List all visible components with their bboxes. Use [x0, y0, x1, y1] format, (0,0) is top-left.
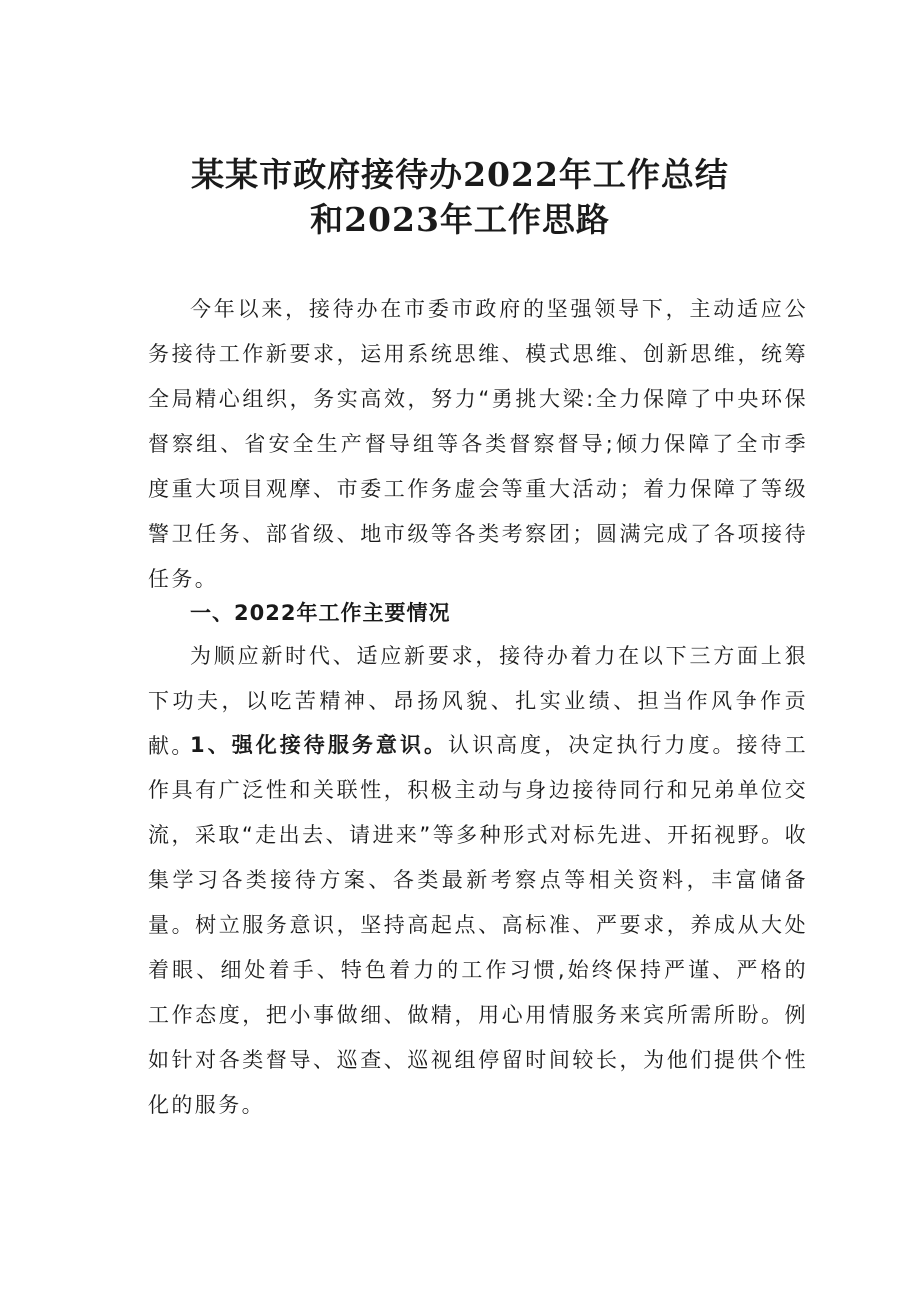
item-body: 认识高度，决定执行力度。接待工作具有广泛性和关联性，积极主动与身边接待同行和兄弟单位交流，采取“走出去、请进来”等多种形式对标先进、开拓视野。收集学习各类接待方案、各类最新考察点等相关资料，丰富储备量。树立服务意识，坚持高起点、高标准、严要求，养成从大处着眼、细处着手、特色着力的工作习惯,始终保持严谨、严格的工作态度，把小事做细、做精，用心用情服务来宾所需所盼。例如针对各类督导、巡查、巡视组停留时间较长，为他们提供个性化的服务。: [148, 733, 808, 1117]
section-heading: 一、2022年工作主要情况: [190, 601, 451, 625]
intro-paragraph-block: [148, 287, 808, 602]
item-paragraph: [148, 723, 808, 1128]
item-lead: 1、强化接待服务意识。: [190, 733, 449, 757]
item-paragraph-block: [148, 723, 808, 1128]
document-title-line2: 和2023年工作思路: [310, 200, 610, 239]
section-heading-block: [148, 591, 808, 636]
intro-paragraph: 今年以来，接待办在市委市政府的坚强领导下，主动适应公务接待工作新要求，运用系统思维、模式思维、创新思维，统筹全局精心组织，务实高效，努力“勇挑大梁:全力保障了中央环保督察组、省安全生产督导组等各类督察督导;倾力保障了全市季度重大项目观摩、市委工作务虚会等重大活动；着力保障了等级警卫任务、部省级、地市级等各类考察团；圆满完成了各项接待任务。: [148, 297, 808, 591]
document-title-line1: 某某市政府接待办2022年工作总结: [191, 155, 729, 194]
section-intro-paragraph: 为顺应新时代、适应新要求，接待办着力在以下三方面上狠下功夫，以吃苦精神、昂扬风貌、扎实业绩、担当作风争作贡献。: [148, 644, 808, 758]
